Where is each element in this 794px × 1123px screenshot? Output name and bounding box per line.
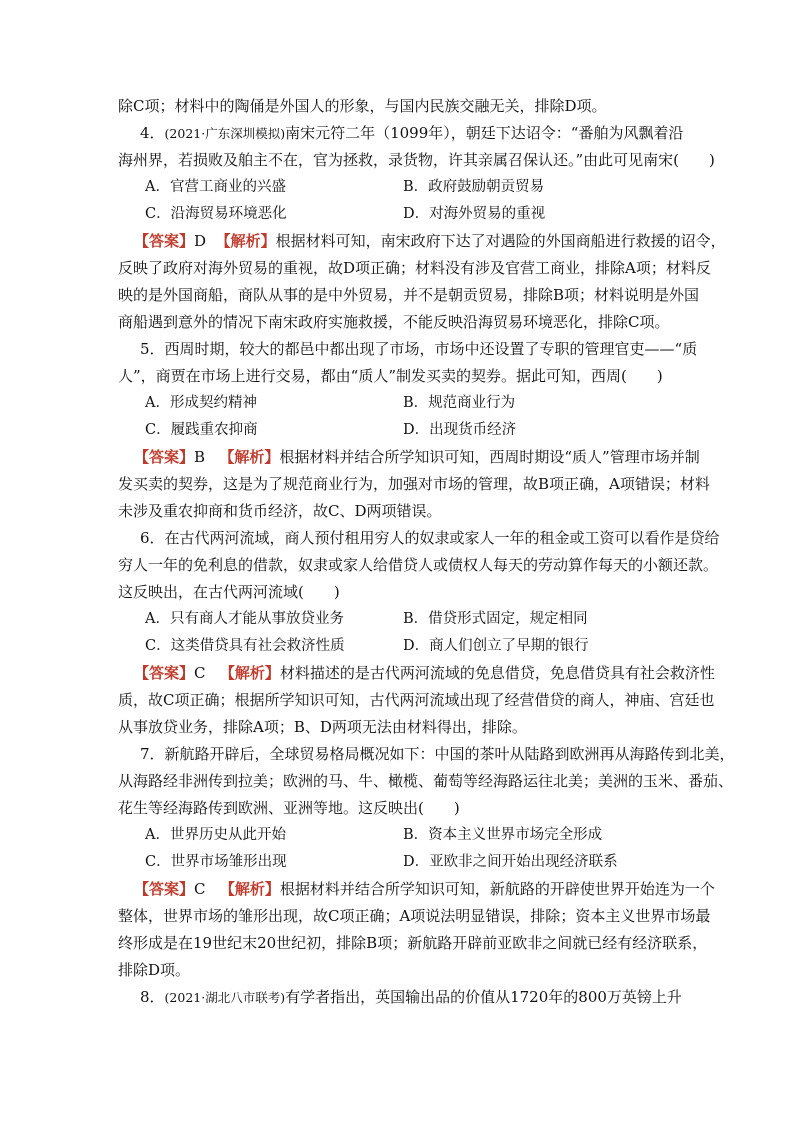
question-5-stem-line-1: 5．西周时期，较大的都邑中都出现了市场，市场中还设置了专职的管理官吏——“质 xyxy=(140,340,698,358)
analysis-tag: 【解析】 xyxy=(219,664,280,682)
question-5-analysis-line-3: 未涉及重农抑商和货币经济，故C、D两项错误。 xyxy=(118,502,442,520)
question-source: (2021·湖北八市联考) xyxy=(164,990,286,1005)
answer-tag: 【答案】 xyxy=(134,448,195,466)
answer-value: D xyxy=(194,232,207,250)
question-5-analysis-line-2: 发买卖的契券，这是为了规范商业行为，加强对市场的管理，故B项正确，A项错误；材料 xyxy=(118,475,710,493)
question-7-option-d: D．亚欧非之间开始出现经济联系 xyxy=(403,854,618,870)
question-7-stem-line-3: 花生等经海路传到欧洲、亚洲等地。这反映出( ) xyxy=(118,799,460,817)
question-number: 8． xyxy=(140,988,165,1006)
question-number: 4． xyxy=(140,124,165,142)
question-7-answer-line: 【答案】C 【解析】根据材料并结合所学知识可知，新航路的开辟使世界开始连为一个 xyxy=(134,880,715,898)
question-7-option-b: B．资本主义世界市场完全形成 xyxy=(403,827,603,843)
q3-analysis-tail: 除C项；材料中的陶俑是外国人的形象，与国内民族交融无关，排除D项。 xyxy=(118,97,607,115)
question-4-analysis-line-3: 映的是外国商船，商队从事的是中外贸易，并不是朝贡贸易，排除B项；材料说明是外国 xyxy=(118,286,700,304)
question-6-option-d: D．商人们创立了早期的银行 xyxy=(403,638,589,654)
answer-value: B xyxy=(194,448,206,466)
question-number: 5． xyxy=(140,340,165,358)
question-4-answer-line: 【答案】D 【解析】根据材料可知，南宋政府下达了对遇险的外国商船进行救援的诏令， xyxy=(134,232,726,250)
question-5-option-b: B．规范商业行为 xyxy=(403,395,516,411)
question-number: 6． xyxy=(140,529,165,547)
question-4-analysis-line-2: 反映了政府对海外贸易的重视，故D项正确；材料没有涉及官营工商业，排除A项；材料反 xyxy=(118,259,711,277)
question-5-answer-line: 【答案】B 【解析】根据材料并结合所学知识可知，西周时期设“质人”管理市场并制 xyxy=(134,448,700,466)
question-4-analysis-line-4: 商船遇到意外的情况下南宋政府实施救援，不能反映沿海贸易环境恶化，排除C项。 xyxy=(118,313,670,331)
analysis-tag: 【解析】 xyxy=(219,880,280,898)
question-6-answer-line: 【答案】C 【解析】材料描述的是古代两河流域的免息借贷，免息借贷具有社会救济性 xyxy=(134,664,715,682)
question-7-stem-line-2: 从海路经非洲传到拉美；欧洲的马、牛、橄榄、葡萄等经海路运往北美；美洲的玉米、番茄、 xyxy=(118,772,734,790)
question-6-option-b: B．借贷形式固定，规定相同 xyxy=(403,611,588,627)
question-6-option-c: C．这类借贷具有社会救济性质 xyxy=(145,638,345,654)
question-4-stem-line-1: 4．(2021·广东深圳模拟)南宋元符二年（1099年），朝廷下达诏令：“番舶为风飘着沿 xyxy=(140,124,684,142)
analysis-tag: 【解析】 xyxy=(215,232,276,250)
question-6-option-a: A．只有商人才能从事放贷业务 xyxy=(145,611,344,627)
answer-value: C xyxy=(194,880,206,898)
question-7-analysis-line-3: 终形成是在19世纪末20世纪初，排除B项；新航路开辟前亚欧非之间就已经有经济联系， xyxy=(118,934,708,952)
question-4-option-d: D．对海外贸易的重视 xyxy=(403,206,546,222)
question-6-analysis-line-2: 质，故C项正确；根据所学知识可知，古代两河流域出现了经营借贷的商人，神庙、宫廷也 xyxy=(118,691,715,709)
question-7-analysis-line-4: 排除D项。 xyxy=(118,961,191,979)
question-7-option-c: C．世界市场雏形出现 xyxy=(145,854,287,870)
question-6-stem-line-2: 穷人一年的免利息的借款，奴隶或家人给借贷人或债权人每天的劳动算作每天的小额还款。 xyxy=(118,556,719,574)
answer-tag: 【答案】 xyxy=(134,232,195,250)
question-4-option-c: C．沿海贸易环境恶化 xyxy=(145,206,287,222)
question-5-option-c: C．履践重农抑商 xyxy=(145,422,258,438)
question-6-stem-line-3: 这反映出，在古代两河流域( ) xyxy=(118,583,340,601)
question-4-option-b: B．政府鼓励朝贡贸易 xyxy=(403,179,545,195)
question-6-analysis-line-3: 从事放贷业务，排除A项；B、D两项无法由材料得出，排除。 xyxy=(118,718,527,736)
question-8-stem-line-1: 8．(2021·湖北八市联考)有学者指出，英国输出品的价值从1720年的800万英镑上升 xyxy=(140,988,682,1006)
question-5-stem-line-2: 人”，商贾在市场上进行交易，都由“质人”制发买卖的契券。据此可知，西周( ) xyxy=(118,367,663,385)
question-5-option-d: D．出现货币经济 xyxy=(403,422,517,438)
question-7-option-a: A．世界历史从此开始 xyxy=(145,827,286,843)
question-4-option-a: A．官营工商业的兴盛 xyxy=(145,179,286,195)
answer-value: C xyxy=(194,664,206,682)
question-source: (2021·广东深圳模拟) xyxy=(164,126,286,141)
question-4-stem-line-2: 海州界，若损败及舶主不在，官为拯救，录货物，许其亲属召保认还。”由此可见南宋( ) xyxy=(118,151,715,169)
question-7-stem-line-1: 7．新航路开辟后，全球贸易格局概况如下：中国的茶叶从陆路到欧洲再从海路传到北美， xyxy=(140,745,735,763)
question-7-analysis-line-2: 整体，世界市场的雏形出现，故C项正确；A项说法明显错误，排除；资本主义世界市场最 xyxy=(118,907,711,925)
question-number: 7． xyxy=(140,745,165,763)
answer-tag: 【答案】 xyxy=(134,664,195,682)
question-5-option-a: A．形成契约精神 xyxy=(145,395,257,411)
question-6-stem-line-1: 6．在古代两河流域，商人预付租用穷人的奴隶或家人一年的租金或工资可以看作是贷给 xyxy=(140,529,720,547)
answer-tag: 【答案】 xyxy=(134,880,195,898)
analysis-tag: 【解析】 xyxy=(219,448,280,466)
